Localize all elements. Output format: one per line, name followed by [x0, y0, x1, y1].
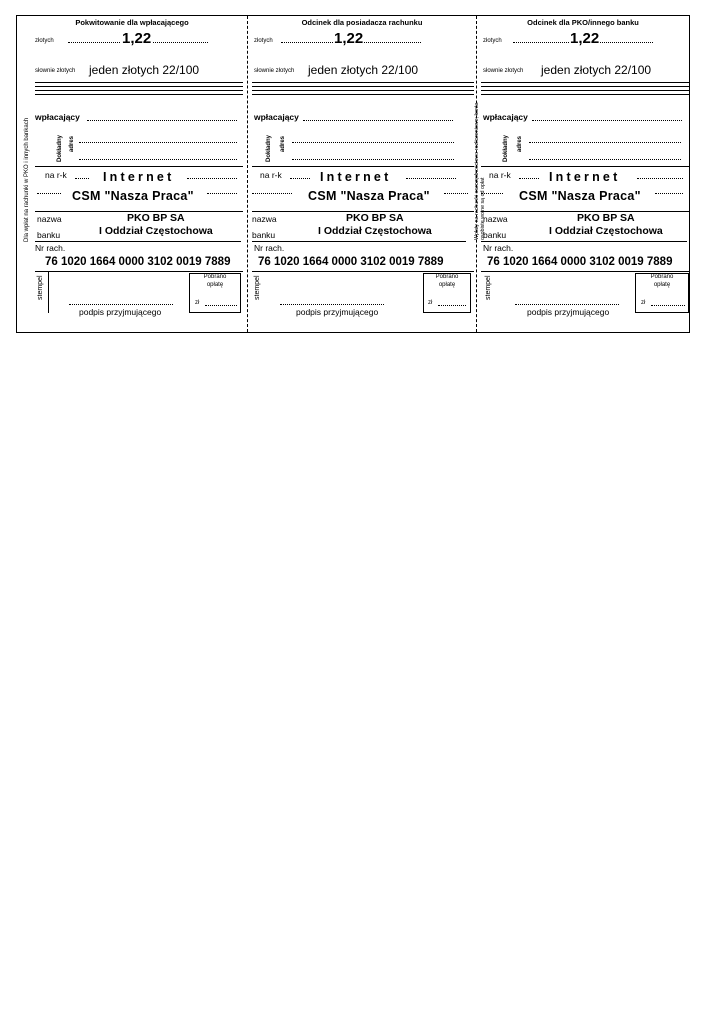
slip-section-payer — [17, 16, 247, 332]
stamp-label: stempel — [37, 275, 44, 300]
bank-name-label: nazwa — [37, 214, 62, 224]
bank-name-label: nazwa — [252, 214, 277, 224]
rule — [481, 90, 689, 91]
dotted-line — [303, 120, 453, 121]
amount-words-label: słownie złotych — [35, 68, 76, 74]
payer-label: wpłacający — [483, 112, 528, 122]
bank-label: banku — [483, 230, 507, 240]
payment-slip — [16, 15, 690, 333]
bank-name1: PKO BP SA — [127, 212, 185, 224]
address-label: Dokładny — [57, 134, 63, 162]
dotted-line — [207, 193, 237, 194]
amount-words-value: jeden złotych 22/100 — [308, 63, 419, 77]
rule — [48, 271, 49, 313]
bank-name1: PKO BP SA — [346, 212, 404, 224]
amount-value: 1,22 — [334, 30, 364, 47]
bank-name2: I Oddział Częstochowa — [99, 225, 213, 237]
slip-section-bank — [477, 16, 689, 332]
dotted-line — [187, 178, 237, 179]
rule — [481, 271, 689, 272]
amount-value: 1,22 — [570, 30, 600, 47]
rule — [252, 271, 474, 272]
rule — [481, 86, 689, 87]
fee-label: opłatę — [653, 282, 671, 288]
rule — [481, 82, 689, 83]
dotted-line — [651, 305, 685, 306]
bank-name-label: nazwa — [483, 214, 508, 224]
amount-label: złotych — [483, 38, 502, 44]
payer-label: wpłacający — [35, 112, 80, 122]
rule — [252, 166, 474, 167]
fee-label: Pobrano — [203, 274, 227, 280]
rule — [252, 90, 474, 91]
payee-line1: Internet — [320, 170, 392, 184]
bank-name1: PKO BP SA — [577, 212, 635, 224]
payee-line1: Internet — [103, 170, 175, 184]
dotted-line — [406, 178, 456, 179]
dotted-line — [529, 142, 681, 143]
address-label: Dokładny — [503, 134, 509, 162]
stamp-label: stempel — [485, 275, 492, 300]
rule — [35, 241, 241, 242]
bank-name2: I Oddział Częstochowa — [549, 225, 663, 237]
fee-currency: zł — [428, 300, 433, 306]
amount-label: złotych — [254, 38, 273, 44]
address-label: adres — [517, 135, 523, 152]
dotted-line — [637, 178, 683, 179]
dotted-line — [292, 159, 454, 160]
signature-line — [280, 304, 384, 305]
amount-value: 1,22 — [122, 30, 152, 47]
dotted-line — [290, 178, 310, 179]
account-number: 76 1020 1664 0000 3102 0019 7889 — [258, 256, 444, 268]
address-label: adres — [280, 135, 286, 152]
fee-currency: zł — [641, 300, 646, 306]
dotted-line — [87, 120, 237, 121]
rule — [35, 271, 243, 272]
payer-label: wpłacający — [254, 112, 299, 122]
rule — [252, 86, 474, 87]
dotted-line — [252, 193, 292, 194]
payee-line1: Internet — [549, 170, 621, 184]
account-label: Nr rach. — [35, 243, 66, 253]
signature-label: podpis przyjmującego — [296, 307, 379, 317]
amount-label: złotych — [35, 38, 54, 44]
side-note: Dla wpłat na rachunki w PKO i innych bankach — [24, 117, 30, 242]
rule — [481, 241, 687, 242]
rule — [35, 82, 243, 83]
address-label: Dokładny — [266, 134, 272, 162]
stamp-label: stempel — [254, 275, 261, 300]
signature-label: podpis przyjmującego — [79, 307, 162, 317]
account-label: Nr rach. — [254, 243, 285, 253]
rule — [35, 90, 243, 91]
section-header: Odcinek dla PKO/innego banku — [527, 18, 639, 27]
bank-name2: I Oddział Częstochowa — [318, 225, 432, 237]
payee-line2: CSM "Nasza Praca" — [72, 189, 194, 203]
section-header: Odcinek dla posiadacza rachunku — [301, 18, 423, 27]
rule — [481, 166, 689, 167]
fee-label: Pobrano — [650, 274, 674, 280]
rule — [481, 94, 689, 95]
fee-label: opłatę — [206, 282, 224, 288]
dotted-line — [205, 305, 237, 306]
rule — [35, 94, 243, 95]
amount-words-label: słownie złotych — [254, 68, 295, 74]
bank-label: banku — [37, 230, 61, 240]
dotted-line — [529, 159, 681, 160]
account-to-label: na r-k — [489, 170, 511, 180]
rule — [35, 86, 243, 87]
rule — [252, 94, 474, 95]
dotted-line — [655, 193, 683, 194]
rule — [252, 82, 474, 83]
account-label: Nr rach. — [483, 243, 514, 253]
rule — [35, 166, 243, 167]
side-note: Wpłaty na rachunki oszczędnościowo-rozliczeniowe; konta osobiste wolne są od opłat — [474, 102, 487, 240]
dotted-line — [79, 159, 237, 160]
amount-words-label: słownie złotych — [483, 68, 524, 74]
fee-currency: zł — [195, 300, 200, 306]
address-label: adres — [69, 135, 75, 152]
account-to-label: na r-k — [45, 170, 67, 180]
fee-label: opłatę — [438, 282, 456, 288]
fee-label: Pobrano — [435, 274, 459, 280]
dotted-line — [292, 142, 454, 143]
dotted-line — [37, 193, 61, 194]
payee-line2: CSM "Nasza Praca" — [308, 189, 430, 203]
payee-line2: CSM "Nasza Praca" — [519, 189, 641, 203]
signature-line — [69, 304, 173, 305]
signature-line — [515, 304, 619, 305]
dotted-line — [532, 120, 682, 121]
slip-section-holder — [248, 16, 487, 332]
signature-label: podpis przyjmującego — [527, 307, 610, 317]
account-to-label: na r-k — [260, 170, 282, 180]
dotted-line — [438, 305, 466, 306]
dotted-line — [75, 178, 89, 179]
account-number: 76 1020 1664 0000 3102 0019 7889 — [487, 256, 673, 268]
dotted-line — [481, 193, 503, 194]
account-number: 76 1020 1664 0000 3102 0019 7889 — [45, 256, 231, 268]
dotted-line — [444, 193, 468, 194]
rule — [252, 241, 466, 242]
dotted-line — [519, 178, 539, 179]
section-header: Pokwitowanie dla wpłacającego — [75, 18, 189, 27]
amount-words-value: jeden złotych 22/100 — [541, 63, 652, 77]
bank-label: banku — [252, 230, 276, 240]
amount-words-value: jeden złotych 22/100 — [89, 63, 200, 77]
dotted-line — [79, 142, 237, 143]
